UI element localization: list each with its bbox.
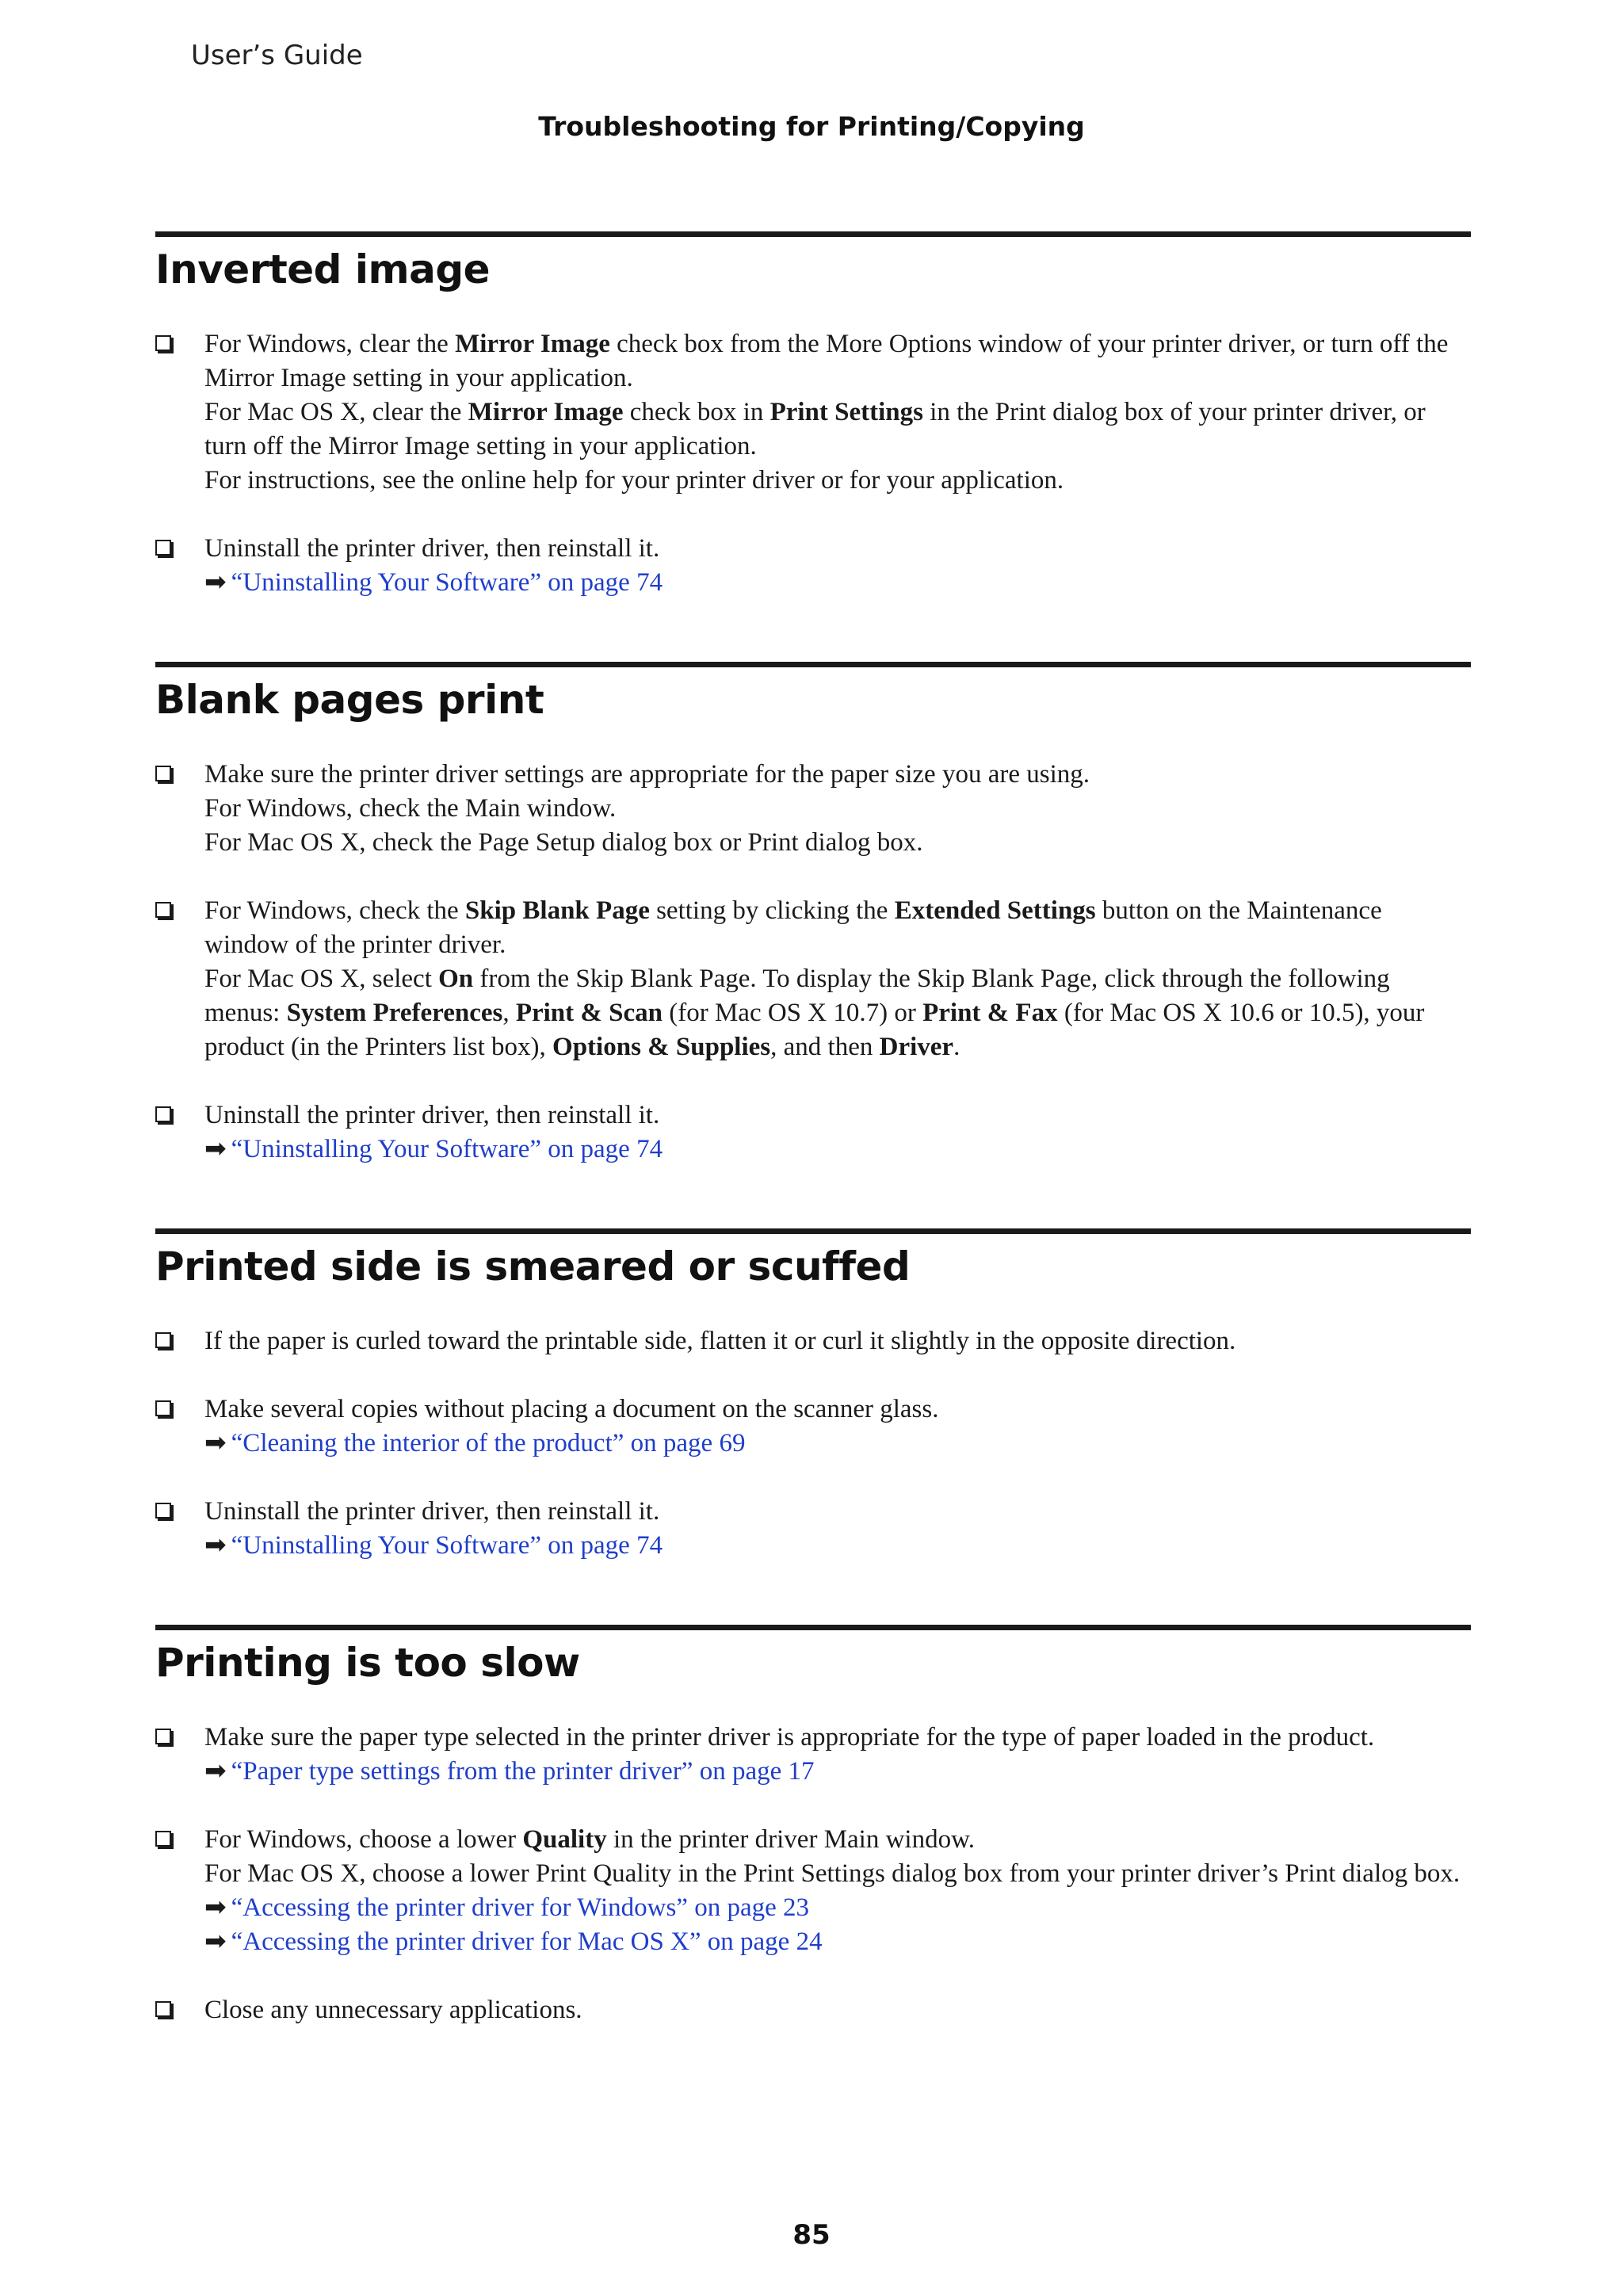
checkbox-bullet-icon — [155, 1332, 171, 1348]
list-item — [155, 1392, 1471, 1461]
list-item — [155, 1993, 1471, 2027]
checkbox-bullet-icon — [155, 1106, 171, 1122]
list-item — [155, 1823, 1471, 1959]
item-text: Make several copies without placing a document on the scanner glass. — [204, 1395, 939, 1423]
item-text: Make sure the printer driver settings are appropriate for the paper size you are using. — [204, 760, 1090, 789]
checkbox-bullet-icon — [155, 766, 171, 781]
item-text: For Mac OS X, clear the Mirror Image check box in Print Settings in the Print dialog box of your printer driver, or turn off the Mirror Image setting in your application. — [204, 398, 1426, 460]
arrow-right-icon: ➡ — [204, 1757, 227, 1786]
arrow-right-icon: ➡ — [204, 1893, 227, 1922]
checkbox-bullet-icon — [155, 1400, 171, 1416]
link-uninstalling-software[interactable]: ➡ “Uninstalling Your Software” on page 74 — [204, 568, 663, 597]
item-text: For Mac OS X, select On from the Skip Blank Page. To display the Skip Blank Page, click through the following menus: System Preferences, Print & Scan (for Mac OS X 10.7) or Print & Fax (for Mac OS X 10.6 or 10.5), your product (in the Printers list box), Options & Supplies, and then Driver. — [204, 965, 1425, 1061]
link-accessing-driver-mac[interactable]: ➡ “Accessing the printer driver for Mac OS X” on page 24 — [204, 1927, 823, 1956]
checkbox-bullet-icon — [155, 1503, 171, 1519]
item-text: For Mac OS X, choose a lower Print Quality in the Print Settings dialog box from your printer driver’s Print dialog box. — [204, 1859, 1461, 1888]
checkbox-bullet-icon — [155, 540, 171, 556]
item-text: Uninstall the printer driver, then reinstall it. — [204, 1101, 660, 1129]
link-cleaning-interior[interactable]: ➡ “Cleaning the interior of the product” on page 69 — [204, 1429, 746, 1457]
link-paper-type-settings[interactable]: ➡ “Paper type settings from the printer driver” on page 17 — [204, 1757, 815, 1786]
arrow-right-icon: ➡ — [204, 1135, 227, 1163]
item-text: For Windows, check the Skip Blank Page setting by clicking the Extended Settings button on the Maintenance window of the printer driver. — [204, 896, 1382, 959]
item-text: Uninstall the printer driver, then reinstall it. — [204, 1497, 660, 1526]
list-item — [155, 894, 1471, 1064]
section-rule — [155, 231, 1471, 237]
checkbox-bullet-icon — [155, 902, 171, 918]
link-uninstalling-software[interactable]: ➡ “Uninstalling Your Software” on page 74 — [204, 1135, 663, 1163]
item-text: Uninstall the printer driver, then reinstall it. — [204, 534, 660, 563]
section-title: Printing is too slow — [155, 1640, 580, 1686]
list-item — [155, 1721, 1471, 1789]
item-text: Close any unnecessary applications. — [204, 1996, 582, 2024]
item-text: For instructions, see the online help for your printer driver or for your application. — [204, 466, 1064, 495]
section-title: Printed side is smeared or scuffed — [155, 1244, 911, 1289]
checkbox-bullet-icon — [155, 2001, 171, 2017]
item-text: For Windows, choose a lower Quality in the printer driver Main window. — [204, 1825, 976, 1854]
arrow-right-icon: ➡ — [204, 1429, 227, 1457]
link-accessing-driver-windows[interactable]: ➡ “Accessing the printer driver for Windows” on page 23 — [204, 1893, 809, 1922]
list-item — [155, 1324, 1471, 1358]
section-printed-side-smeared — [155, 1228, 1471, 1563]
section-title: Blank pages print — [155, 677, 544, 723]
list-item — [155, 1098, 1471, 1167]
section-inverted-image — [155, 231, 1471, 600]
item-text: For Mac OS X, check the Page Setup dialog box or Print dialog box. — [204, 828, 923, 857]
item-text: Make sure the paper type selected in the printer driver is appropriate for the type of paper loaded in the product. — [204, 1723, 1375, 1752]
section-blank-pages-print — [155, 662, 1471, 1167]
section-rule — [155, 662, 1471, 667]
item-text: If the paper is curled toward the printable side, flatten it or curl it slightly in the opposite direction. — [204, 1327, 1236, 1355]
list-item — [155, 532, 1471, 600]
list-item — [155, 758, 1471, 860]
item-text: For Windows, clear the Mirror Image check box from the More Options window of your printer driver, or turn off the Mirror Image setting in your application. — [204, 330, 1449, 392]
page-content — [155, 231, 1471, 2089]
list-item — [155, 1495, 1471, 1563]
header-guide-title: User’s Guide — [191, 40, 363, 71]
list-item — [155, 327, 1471, 498]
link-uninstalling-software[interactable]: ➡ “Uninstalling Your Software” on page 74 — [204, 1531, 663, 1560]
section-rule — [155, 1228, 1471, 1234]
checkbox-bullet-icon — [155, 335, 171, 351]
item-text: For Windows, check the Main window. — [204, 794, 617, 823]
arrow-right-icon: ➡ — [204, 568, 227, 597]
page-number: 85 — [792, 2219, 831, 2251]
arrow-right-icon: ➡ — [204, 1531, 227, 1560]
arrow-right-icon: ➡ — [204, 1927, 227, 1956]
checkbox-bullet-icon — [155, 1831, 171, 1847]
checkbox-bullet-icon — [155, 1729, 171, 1744]
section-title: Inverted image — [155, 246, 491, 292]
section-printing-too-slow — [155, 1625, 1471, 2027]
header-chapter-title: Troubleshooting for Printing/Copying — [538, 111, 1085, 142]
section-rule — [155, 1625, 1471, 1630]
